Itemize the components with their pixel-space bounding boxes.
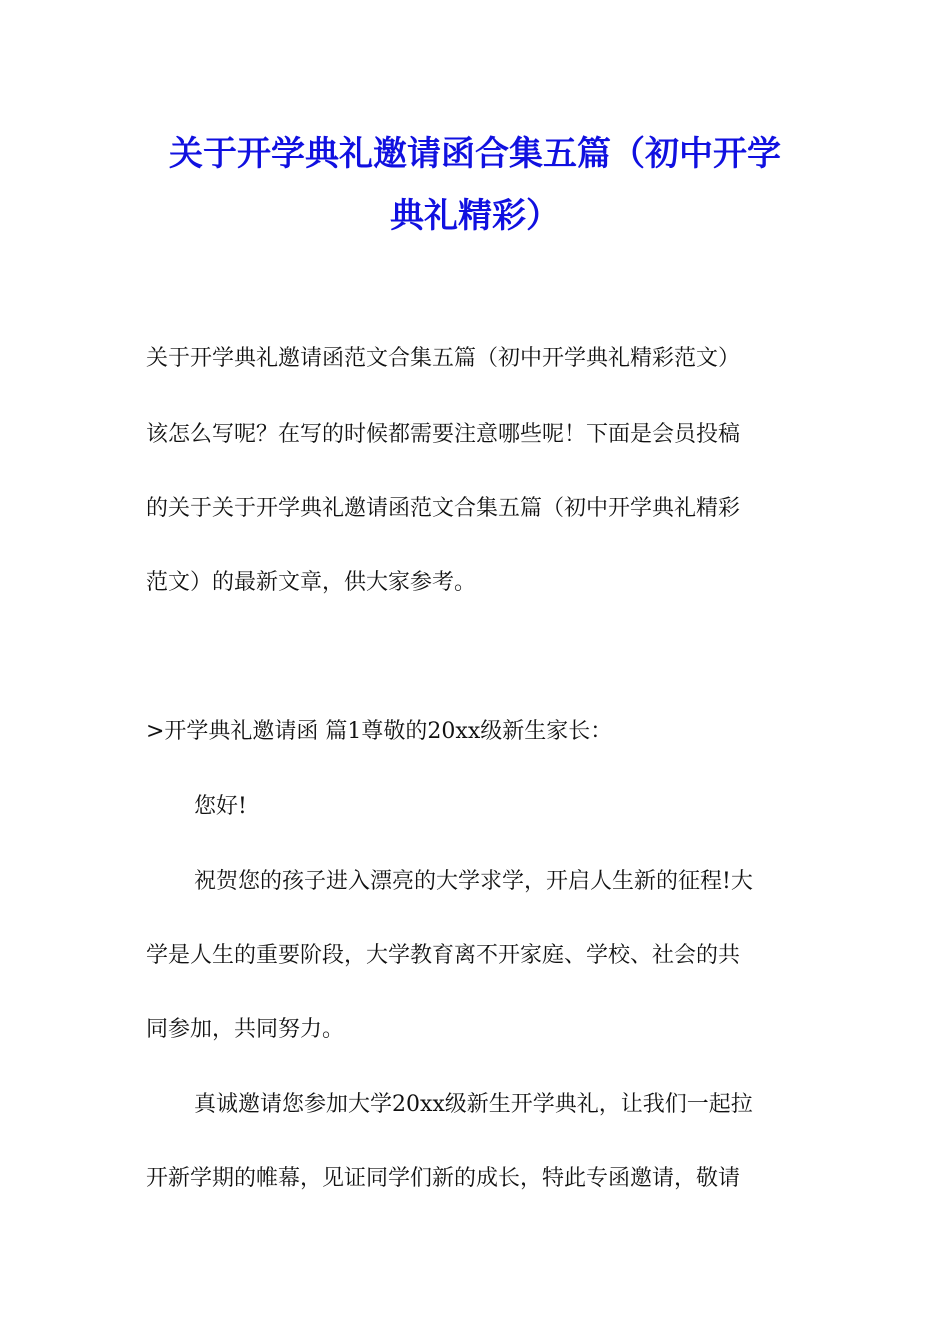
intro-line-1: 关于开学典礼邀请函范文合集五篇（初中开学典礼精彩范文） bbox=[146, 346, 741, 371]
paragraph-2-line-1: 真诚邀请您参加大学20xx级新生开学典礼，让我们一起拉 bbox=[194, 1092, 753, 1117]
paragraph-2-line-2: 开新学期的帷幕，见证同学们新的成长，特此专函邀请，敬请 bbox=[146, 1166, 741, 1191]
document-title-line-2: 典礼精彩） bbox=[390, 196, 560, 236]
greeting: 您好! bbox=[194, 794, 247, 819]
section-heading: >开学典礼邀请函 篇1尊敬的20xx级新生家长： bbox=[146, 719, 613, 744]
paragraph-1-line-2: 学是人生的重要阶段，大学教育离不开家庭、学校、社会的共 bbox=[146, 943, 741, 968]
paragraph-1-line-1: 祝贺您的孩子进入漂亮的大学求学，开启人生新的征程!大 bbox=[194, 869, 753, 894]
intro-line-3: 的关于关于开学典礼邀请函范文合集五篇（初中开学典礼精彩 bbox=[146, 496, 741, 521]
paragraph-1-line-3: 同参加，共同努力。 bbox=[146, 1017, 345, 1042]
intro-line-2: 该怎么写呢？在写的时候都需要注意哪些呢！下面是会员投稿 bbox=[146, 422, 741, 447]
intro-line-4: 范文）的最新文章，供大家参考。 bbox=[146, 570, 477, 595]
document-title-line-1: 关于开学典礼邀请函合集五篇（初中开学 bbox=[169, 134, 781, 174]
